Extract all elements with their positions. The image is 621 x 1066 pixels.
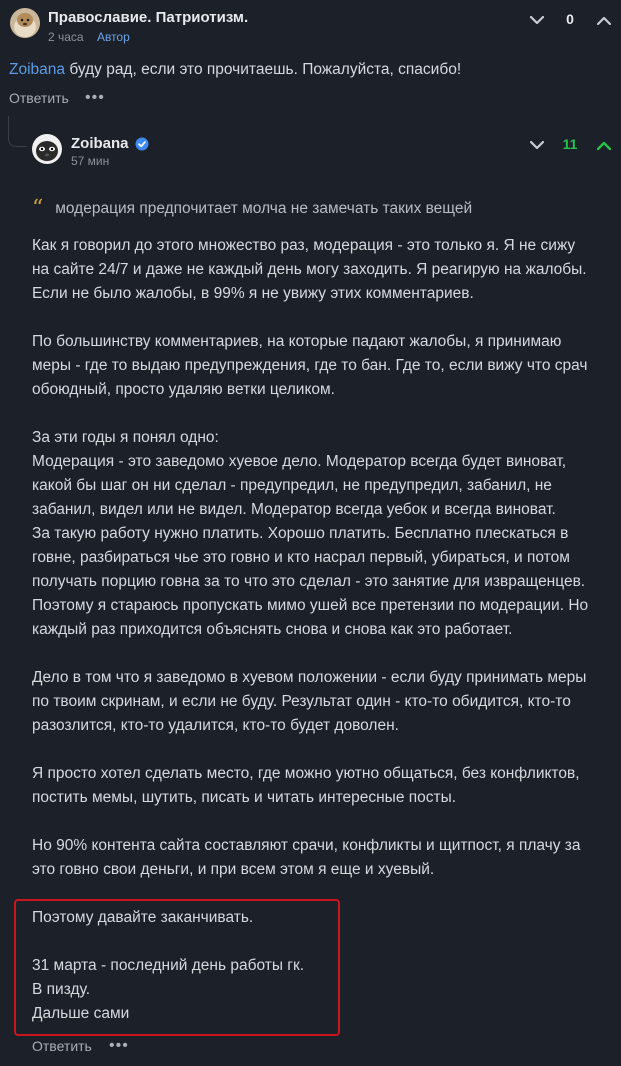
- user-mention-link[interactable]: Zoibana: [9, 61, 66, 78]
- text-line: За эти годы я понял одно:: [32, 429, 219, 446]
- text-line: Дело в том что я заведомо в хуевом положении - если буду принимать меры: [32, 669, 587, 686]
- comment-text: буду рад, если это прочитаешь. Пожалуйста, спасибо!: [65, 61, 462, 78]
- reply-reply-button[interactable]: Ответить: [32, 1038, 92, 1054]
- verified-icon: [135, 137, 149, 151]
- text-line: разозлится, кто-то удалится, кто-то будет доволен.: [32, 717, 399, 734]
- text-line: каждый раз приходится объяснять снова и снова как это работает.: [32, 621, 513, 638]
- reply-author-name[interactable]: Zoibana: [71, 135, 129, 152]
- quote-text: модерация предпочитает молча не замечать таких вещей: [55, 200, 473, 217]
- comment-time[interactable]: 2 часа: [48, 30, 84, 44]
- chevron-up-icon: [597, 16, 611, 25]
- highlighted-text: [32, 906, 304, 1026]
- dog-avatar-icon: [10, 8, 40, 38]
- upvote-button[interactable]: [595, 11, 613, 29]
- text-line: по твоим скринам, и если не буду. Результат один - кто-то обидится, кто-то: [32, 693, 571, 710]
- text-line: меры - где то выдаю предупреждения, где то бан. Где то, если вижу что срач: [32, 357, 588, 374]
- thread-connector: [8, 116, 27, 147]
- text-line: говне, разбираться чье это говно и кто насрал первый, убираться, и потом: [32, 549, 570, 566]
- text-line: Если не было жалобы, в 99% я не увижу этих комментариев.: [32, 285, 474, 302]
- quote-block: [32, 198, 472, 220]
- raccoon-avatar-icon: [32, 134, 62, 164]
- highlight-line: 31 марта - последний день работы гк.: [32, 957, 305, 974]
- reply-comment-body: [32, 234, 620, 906]
- text-line: забанил, видел или не видел. Модератор всегда уебок и всегда виноват.: [32, 501, 556, 518]
- text-line: Поэтому я стараюсь пропускать мимо ушей все претензии по модерации. Но: [32, 597, 589, 614]
- chevron-down-icon: [530, 16, 544, 25]
- highlight-line: Дальше сами: [32, 1005, 130, 1022]
- paragraph: [32, 426, 620, 642]
- reply-button[interactable]: Ответить: [9, 90, 69, 106]
- text-line: Я просто хотел сделать место, где можно уютно общаться, без конфликтов,: [32, 765, 580, 782]
- avatar[interactable]: [10, 8, 40, 38]
- text-line: какой бы шаг он ни сделал - предупредил, не предупредил, забанил, не: [32, 477, 552, 494]
- text-line: Как я говорил до этого множество раз, модерация - это только я. Я не сижу: [32, 237, 576, 254]
- chevron-down-icon: [530, 141, 544, 150]
- text-line: По большинству комментариев, на которые падают жалобы, я принимаю: [32, 333, 562, 350]
- author-name[interactable]: Православие. Патриотизм.: [48, 9, 249, 26]
- paragraph: [32, 834, 620, 882]
- text-line: на сайте 24/7 и даже не каждый день могу заходить. Я реагирую на жалобы.: [32, 261, 587, 278]
- reply-more-options-button[interactable]: •••: [109, 1037, 129, 1054]
- paragraph: [32, 762, 620, 810]
- text-line: За такую работу нужно платить. Хорошо платить. Бесплатно плескаться в: [32, 525, 569, 542]
- paragraph: [32, 666, 620, 738]
- chevron-up-icon: [597, 141, 611, 150]
- reply-author-row: [71, 135, 149, 152]
- text-line: это говно свои деньги, и при всем этом я еще и хуевый.: [32, 861, 435, 878]
- comment-body: [9, 58, 461, 82]
- highlight-line: [32, 930, 304, 954]
- vote-score: 0: [566, 11, 574, 27]
- text-line: получать порцию говна за то что это сделал - это занятие для извращенцев.: [32, 573, 586, 590]
- highlight-line: В пизду.: [32, 981, 91, 998]
- text-line: обоюдный, просто удаляю ветки целиком.: [32, 381, 335, 398]
- reply-downvote-button[interactable]: [528, 136, 546, 154]
- paragraph: [32, 330, 620, 402]
- text-line: Модерация - это заведомо хуевое дело. Модератор всегда будет виноват,: [32, 453, 567, 470]
- reply-vote-score: 11: [562, 136, 578, 152]
- author-badge: Автор: [96, 30, 130, 44]
- reply-avatar[interactable]: [32, 134, 62, 164]
- downvote-button[interactable]: [528, 11, 546, 29]
- reply-upvote-button[interactable]: [595, 136, 613, 154]
- quote-mark-icon: “: [32, 196, 44, 221]
- more-options-button[interactable]: •••: [85, 89, 105, 106]
- highlight-line: Поэтому давайте заканчивать.: [32, 909, 254, 926]
- reply-time[interactable]: 57 мин: [71, 154, 110, 168]
- comment-meta: [48, 30, 130, 44]
- text-line: Но 90% контента сайта составляют срачи, конфликты и щитпост, я плачу за: [32, 837, 581, 854]
- text-line: постить мемы, шутить, писать и читать интересные посты.: [32, 789, 457, 806]
- paragraph: [32, 234, 620, 306]
